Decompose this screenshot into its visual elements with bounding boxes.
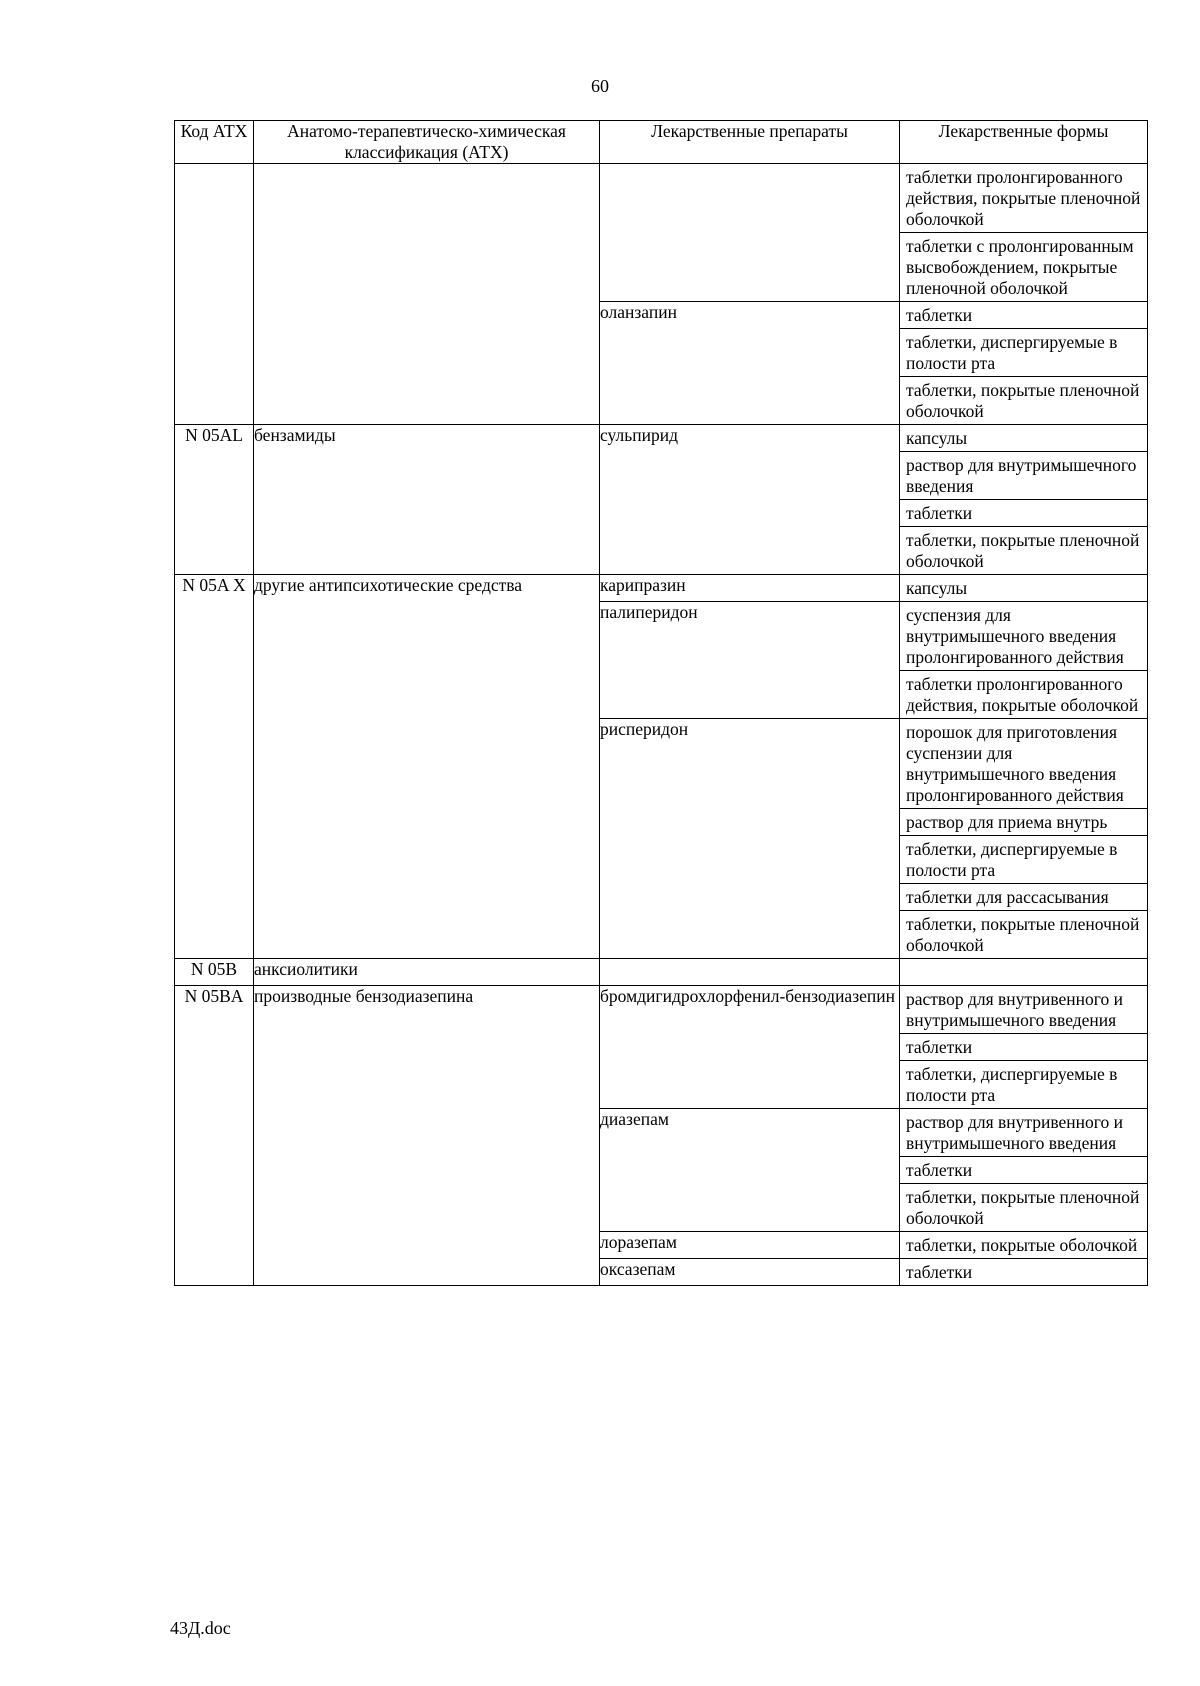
drug-name-cell xyxy=(600,959,900,986)
table-row xyxy=(175,425,1148,575)
atc-classification-cell: бензамиды xyxy=(254,425,600,575)
dosage-forms-list xyxy=(900,164,1147,301)
dosage-forms-cell xyxy=(900,1232,1148,1259)
dosage-form-item: порошок для приготовления суспензии для внутримышечного введения пролонгированного действия xyxy=(906,722,1124,805)
dosage-form-item: таблетки пролонгированного действия, покрытые оболочкой xyxy=(900,670,1147,718)
atc-code-cell xyxy=(175,164,254,425)
atc-table xyxy=(174,120,1148,1286)
drug-name-cell: оксазепам xyxy=(600,1259,900,1286)
dosage-form-item: таблетки, покрытые пленочной оболочкой xyxy=(900,910,1147,958)
drug-name-cell: карипразин xyxy=(600,575,900,602)
dosage-form-item: таблетки xyxy=(900,1156,1147,1183)
dosage-forms-cell xyxy=(900,959,1148,986)
dosage-forms-cell xyxy=(900,575,1148,602)
dosage-forms-cell xyxy=(900,1109,1148,1232)
header-code: Код АТХ xyxy=(175,121,254,164)
dosage-form-item: таблетки xyxy=(906,305,973,325)
drug-name-cell: сульпирид xyxy=(600,425,900,575)
dosage-forms-list xyxy=(900,602,1147,718)
header-forms: Лекарственные формы xyxy=(900,121,1148,164)
header-classification: Анатомо-терапевтическо-химическая классификация (АТХ) xyxy=(254,121,600,164)
dosage-form-item: раствор для внутримышечного введения xyxy=(900,451,1147,499)
dosage-forms-cell xyxy=(900,1259,1148,1286)
dosage-forms-list xyxy=(900,1109,1147,1231)
dosage-forms-cell xyxy=(900,302,1148,425)
table-body xyxy=(175,164,1148,1286)
dosage-form-item: таблетки для рассасывания xyxy=(900,883,1147,910)
dosage-form-item: таблетки пролонгированного действия, покрытые пленочной оболочкой xyxy=(906,167,1141,229)
dosage-forms-list xyxy=(900,1259,1147,1285)
dosage-form-item: таблетки xyxy=(900,1033,1147,1060)
header-drugs: Лекарственные препараты xyxy=(600,121,900,164)
dosage-form-item: таблетки, диспергируемые в полости рта xyxy=(900,1060,1147,1108)
dosage-forms-list xyxy=(900,986,1147,1108)
dosage-form-item: таблетки, покрытые пленочной оболочкой xyxy=(900,526,1147,574)
dosage-forms-list xyxy=(900,719,1147,958)
atc-classification-cell: производные бензодиазепина xyxy=(254,986,600,1286)
dosage-forms-cell xyxy=(900,425,1148,575)
atc-classification-cell xyxy=(254,164,600,425)
dosage-forms-cell xyxy=(900,164,1148,302)
dosage-forms-cell xyxy=(900,602,1148,719)
atc-code-cell: N 05BA xyxy=(175,986,254,1286)
dosage-forms-cell xyxy=(900,986,1148,1109)
dosage-forms-list xyxy=(900,575,1147,601)
atc-code-cell: N 05A X xyxy=(175,575,254,959)
dosage-form-item: раствор для приема внутрь xyxy=(900,808,1147,835)
atc-code-cell: N 05AL xyxy=(175,425,254,575)
dosage-form-item: таблетки xyxy=(900,499,1147,526)
table-header-row xyxy=(175,121,1148,164)
footer-filename: 43Д.doc xyxy=(170,1618,231,1638)
table-row xyxy=(175,986,1148,1109)
atc-classification-cell: анксиолитики xyxy=(254,959,600,986)
drug-name-cell: бромдигидрохлорфенил-бензодиазепин xyxy=(600,986,900,1109)
drug-name-cell: диазепам xyxy=(600,1109,900,1232)
dosage-forms-list xyxy=(900,302,1147,424)
dosage-forms-list xyxy=(900,1232,1147,1258)
table-row xyxy=(175,575,1148,602)
dosage-form-item: таблетки, покрытые оболочкой xyxy=(906,1235,1138,1255)
drug-name-cell: палиперидон xyxy=(600,602,900,719)
table-row xyxy=(175,164,1148,302)
atc-code-cell: N 05B xyxy=(175,959,254,986)
dosage-form-item: таблетки, диспергируемые в полости рта xyxy=(900,328,1147,376)
drug-name-cell xyxy=(600,164,900,302)
atc-classification-cell: другие антипсихотические средства xyxy=(254,575,600,959)
page-number: 60 xyxy=(591,76,609,96)
dosage-forms-list xyxy=(900,959,1147,985)
dosage-form-item: таблетки, покрытые пленочной оболочкой xyxy=(900,376,1147,424)
drug-name-cell: оланзапин xyxy=(600,302,900,425)
dosage-form-item: раствор для внутривенного и внутримышечного введения xyxy=(906,989,1124,1030)
table-row xyxy=(175,959,1148,986)
dosage-form-item: таблетки с пролонгированным высвобождением, покрытые пленочной оболочкой xyxy=(900,232,1147,301)
dosage-form-item: таблетки xyxy=(906,1262,973,1282)
dosage-form-item: раствор для внутривенного и внутримышечного введения xyxy=(906,1112,1124,1153)
dosage-form-item: таблетки, покрытые пленочной оболочкой xyxy=(900,1183,1147,1231)
dosage-form-item: капсулы xyxy=(906,578,968,598)
dosage-form-item xyxy=(900,959,1147,985)
dosage-form-item: суспензия для внутримышечного введения пролонгированного действия xyxy=(906,605,1124,667)
dosage-form-item: капсулы xyxy=(906,428,968,448)
drug-name-cell: лоразепам xyxy=(600,1232,900,1259)
dosage-forms-cell xyxy=(900,719,1148,959)
dosage-forms-list xyxy=(900,425,1147,574)
drug-name-cell: рисперидон xyxy=(600,719,900,959)
dosage-form-item: таблетки, диспергируемые в полости рта xyxy=(900,835,1147,883)
